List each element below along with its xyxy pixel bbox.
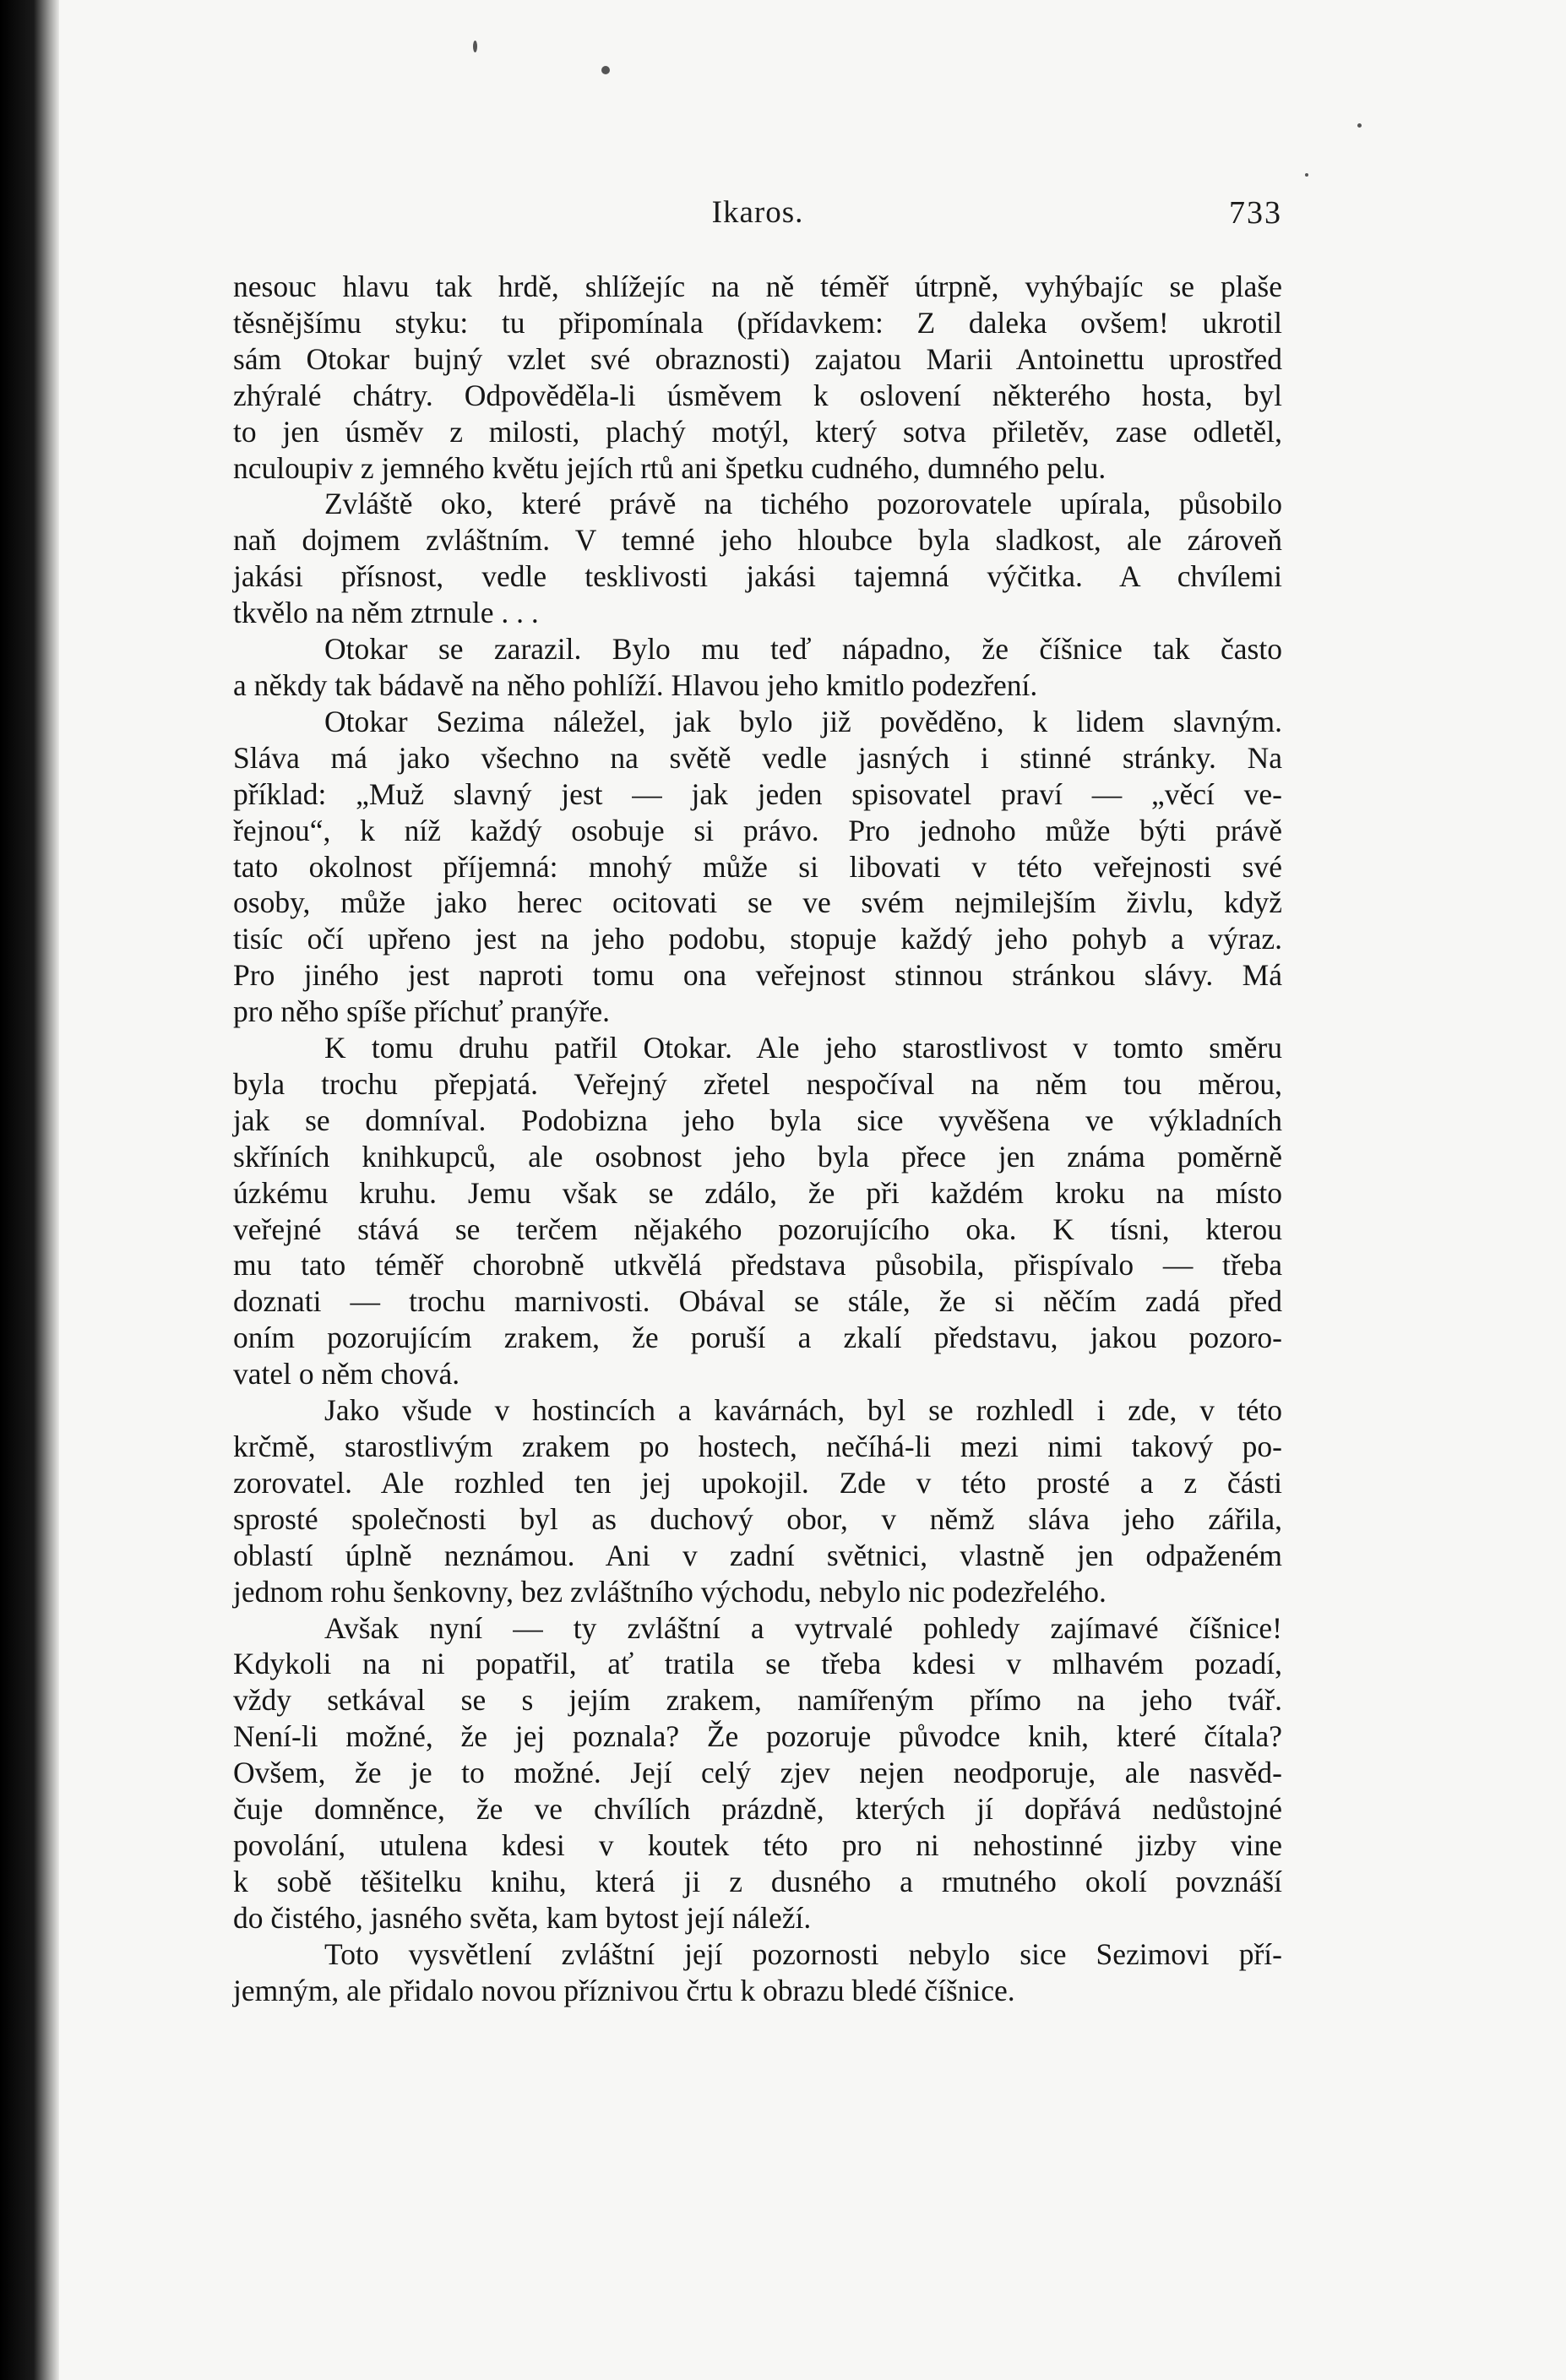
- text-line: příklad: „Muž slavný jest — jak jeden spisovatel praví — „věcí ve-: [233, 776, 1282, 811]
- text-line: Toto vysvětlení zvláštní její pozornosti nebylo sice Sezimovi pří-: [324, 1936, 1282, 1971]
- text-line: nesouc hlavu tak hrdě, shlížejíc na ně téměř útrpně, vyhýbajíc se plaše: [233, 270, 1282, 303]
- paper-speck: [1305, 173, 1308, 177]
- text-line: Otokar Sezima náležel, jak bylo již pověděno, k lidem slavným.: [324, 704, 1282, 738]
- text-line: Kdykoli na ni popatřil, ať tratila se třeba kdesi v mlhavém pozadí,: [233, 1647, 1282, 1681]
- text-line: tisíc očí upřeno jest na jeho podobu, stopuje každý jeho pohyb a výraz.: [233, 922, 1282, 956]
- text-line: to jen úsměv z milosti, plachý motýl, který sotva přiletěv, zase odletěl,: [233, 414, 1282, 449]
- text-line: povolání, utulena kdesi v koutek této pro ni nehostinné jizby vine: [233, 1827, 1282, 1862]
- paper-speck: [1357, 123, 1362, 128]
- text-line: Pro jiného jest naproti tomu ona veřejnost stinnou stránkou slávy. Má: [233, 958, 1282, 993]
- text-line: veřejné stává se terčem nějakého pozorujícího oka. K tísni, kterou: [233, 1212, 1282, 1246]
- text-line: sám Otokar bujný vzlet své obraznosti) zajatou Marii Antoinettu uprostřed: [233, 341, 1282, 376]
- text-line: doznati — trochu marnivosti. Obával se stále, že si něčím zadá před: [233, 1284, 1282, 1319]
- text-line: a někdy tak bádavě na něho pohlíží. Hlavou jeho kmitlo podezření.: [233, 667, 1038, 702]
- text-line: řejnou“, k níž každý osobuje si právo. Pro jednoho může býti právě: [233, 813, 1282, 847]
- text-line: sprosté společnosti byl as duchový obor, v němž sláva jeho zářila,: [233, 1501, 1282, 1536]
- text-line: byla trochu přepjatá. Veřejný zřetel nespočíval na něm tou měrou,: [233, 1066, 1282, 1101]
- text-line: Není-li možné, že jej poznala? Že pozoruje původce knih, které čítala?: [233, 1719, 1282, 1754]
- paragraph: [233, 704, 1282, 1030]
- text-line: jakási přísnost, vedle tesklivosti jakási tajemná výčitka. A chvílemi: [233, 559, 1282, 594]
- text-line: Avšak nyní — ty zvláštní a vytrvalé pohledy zajímavé číšnice!: [324, 1610, 1282, 1645]
- text-line: Ovšem, že je to možné. Její celý zjev nejen neodporuje, ale nasvěd-: [233, 1756, 1282, 1790]
- text-line: vatel o něm chová.: [233, 1357, 460, 1392]
- text-line: úzkému kruhu. Jemu však se zdálo, že při každém kroku na místo: [233, 1175, 1282, 1210]
- text-line: čuje domněnce, že ve chvílích prázdně, kterých jí dopřává nedůstojné: [233, 1792, 1282, 1827]
- page-header: [233, 189, 1282, 240]
- text-line: tkvělo na něm ztrnule . . .: [233, 596, 539, 630]
- paper-speck: [601, 66, 610, 74]
- text-line: mu tato téměř chorobně utkvělá představa působila, přispívalo — třeba: [233, 1248, 1282, 1283]
- text-line: osoby, může jako herec ocitovati se ve svém nejmilejším živlu, když: [233, 885, 1282, 920]
- paragraph: [233, 269, 1282, 486]
- text-line: vždy setkával se s jejím zrakem, namířeným přímo na jeho tvář.: [233, 1683, 1282, 1718]
- text-line: tato okolnost příjemná: mnohý může si libovati v této veřejnosti své: [233, 849, 1282, 884]
- text-line: jednom rohu šenkovny, bez zvláštního východu, nebylo nic podezřelého.: [233, 1574, 1107, 1609]
- text-line: zorovatel. Ale rozhled ten jej upokojil. Zde v této prosté a z části: [233, 1465, 1282, 1500]
- paragraph: [233, 1610, 1282, 1936]
- text-line: oblastí úplně neznámou. Ani v zadní světnici, vlastně jen odpaženém: [233, 1538, 1282, 1572]
- paragraph: [233, 631, 1282, 704]
- text-line: Jako všude v hostincích a kavárnách, byl se rozhledl i zde, v této: [324, 1393, 1282, 1428]
- text-line: Sláva má jako všechno na světě vedle jasných i stinné stránky. Na: [233, 740, 1282, 775]
- paper-speck: [473, 41, 477, 52]
- page-number: 733: [1229, 195, 1282, 231]
- text-line: nculoupiv z jemného květu jejích rtů ani špetku cudného, dumného pelu.: [233, 450, 1107, 485]
- page-binding-edge: [0, 0, 59, 2380]
- text-line: k sobě těšitelku knihu, která ji z dusného a rmutného okolí povznáší: [233, 1864, 1282, 1898]
- paragraph: [233, 1936, 1282, 2009]
- text-line: do čistého, jasného světa, kam bytost její náleží.: [233, 1900, 812, 1935]
- text-line: těsnějšímu styku: tu připomínala (přídavkem: Z daleka ovšem! ukrotil: [233, 305, 1282, 340]
- text-line: zhýralé chátry. Odpověděla-li úsměvem k oslovení některého hosta, byl: [233, 378, 1282, 412]
- paragraph: [233, 486, 1282, 631]
- text-line: naň dojmem zvláštním. V temné jeho hloubce byla sladkost, ale zároveň: [233, 523, 1282, 558]
- text-line: pro něho spíše příchuť pranýře.: [233, 994, 610, 1029]
- text-line: krčmě, starostlivým zrakem po hostech, nečíhá-li mezi nimi takový po-: [233, 1430, 1282, 1463]
- body-text: [233, 269, 1282, 2009]
- text-line: jak se domníval. Podobizna jeho byla sice vyvěšena ve výkladních: [233, 1103, 1282, 1137]
- text-line: jemným, ale přidalo novou příznivou črtu k obrazu bledé číšnice.: [233, 1973, 1015, 2007]
- text-line: Zvláště oko, které právě na tichého pozorovatele upírala, působilo: [324, 487, 1282, 521]
- text-line: skříních knihkupců, ale osobnost jeho byla přece jen známa poměrně: [233, 1139, 1282, 1174]
- text-line: Otokar se zarazil. Bylo mu teď nápadno, že číšnice tak často: [324, 632, 1282, 667]
- text-line: K tomu druhu patřil Otokar. Ale jeho starostlivost v tomto směru: [324, 1031, 1282, 1065]
- paragraph: [233, 1030, 1282, 1392]
- text-line: oním pozorujícím zrakem, že poruší a zkalí představu, jakou pozoro-: [233, 1321, 1282, 1355]
- running-title: Ikaros.: [711, 195, 804, 230]
- paragraph: [233, 1392, 1282, 1609]
